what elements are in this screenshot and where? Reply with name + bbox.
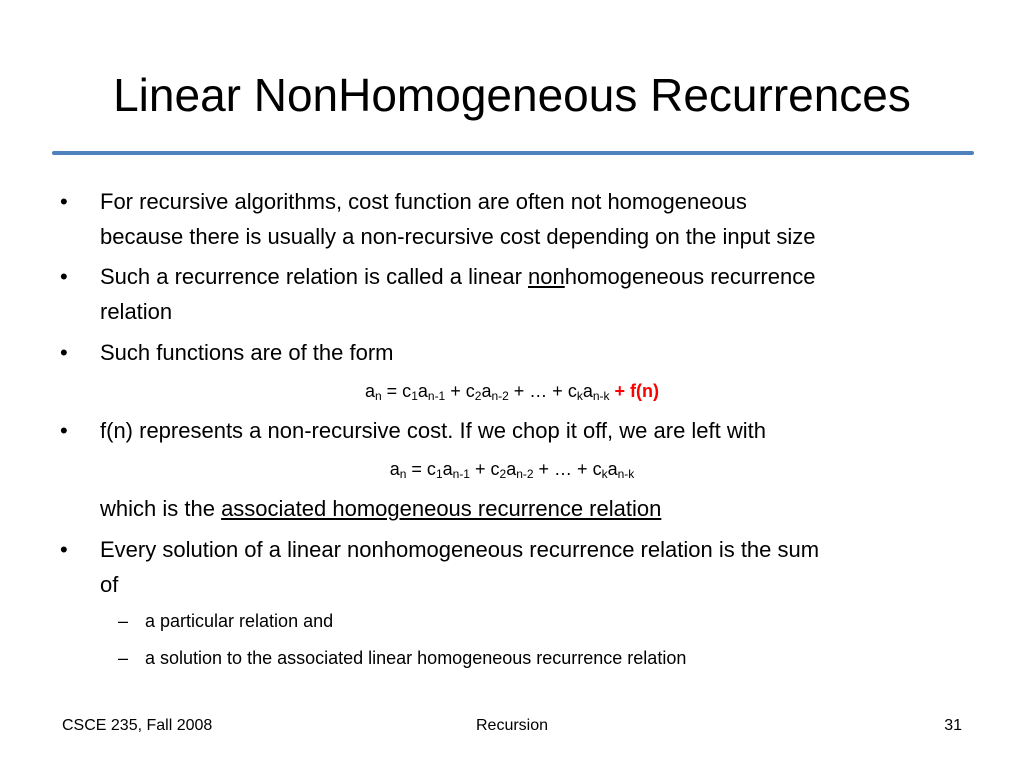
bullet-5-line-1: Every solution of a linear nonhomogeneous recurrence relation is the sum <box>100 537 820 562</box>
formula-fn-term: + f(n) <box>609 381 660 401</box>
sub-bullet-2: a solution to the associated linear homogeneous recurrence relation <box>145 648 687 668</box>
footer-course: CSCE 235, Fall 2008 <box>62 717 213 734</box>
formula-subscript: n-2 <box>516 467 534 481</box>
formula-subscript: n-1 <box>452 467 470 481</box>
footer-topic: Recursion <box>475 717 549 734</box>
sub-bullet-dash: – <box>118 648 129 668</box>
bullet-2-line-1 <box>100 259 970 294</box>
formula-term: a <box>506 459 517 479</box>
formula-term: a <box>389 459 400 479</box>
formula-term: = c <box>406 459 436 479</box>
formula-term: a <box>442 459 453 479</box>
bullet-2-text-pre: Such a recurrence relation is called a linear <box>100 264 529 289</box>
formula-subscript: n-k <box>617 467 635 481</box>
formula-subscript: 2 <box>499 467 507 481</box>
sub-bullet-1: a particular relation and <box>145 611 334 631</box>
formula-subscript: 2 <box>474 389 482 403</box>
bullet-2-line-2: relation <box>100 299 173 324</box>
bullet-2-underlined: non <box>528 264 565 289</box>
title-divider <box>52 151 974 155</box>
formula-subscript: k <box>576 389 583 403</box>
slide-title: Linear NonHomogeneous Recurrences <box>113 69 911 121</box>
bullet-1-line-1: For recursive algorithms, cost function are often not homogeneous <box>100 189 747 214</box>
bullet-1-line-2: because there is usually a non-recursive cost depending on the input size <box>100 224 816 249</box>
bullet-glyph: • <box>60 537 68 562</box>
bullet-4-text: f(n) represents a non-recursive cost. If we chop it off, we are left with <box>100 418 766 443</box>
bullet-glyph: • <box>60 189 68 214</box>
followup-text-pre: which is the <box>100 496 222 521</box>
formula-homogeneous <box>0 457 1024 481</box>
formula-nonhomogeneous <box>0 379 1024 403</box>
sub-bullet-dash: – <box>118 611 129 631</box>
footer-page-number: 31 <box>944 717 962 734</box>
formula-term: + c <box>469 459 500 479</box>
formula-term: + c <box>445 381 475 401</box>
bullet-glyph: • <box>60 340 68 365</box>
bullet-4-followup <box>100 491 970 526</box>
followup-underlined: associated homogeneous recurrence relation <box>221 496 662 521</box>
formula-subscript: 1 <box>411 389 418 403</box>
formula-term: + … + c <box>508 381 577 401</box>
formula-subscript: n-1 <box>427 389 446 403</box>
formula-term: a <box>481 381 492 401</box>
formula-term: a <box>607 459 618 479</box>
formula-term: a <box>364 381 375 401</box>
bullet-2-text-post: homogeneous recurrence <box>564 264 816 289</box>
formula-term: = c <box>381 381 412 401</box>
formula-subscript: n-2 <box>491 389 509 403</box>
bullet-5-line-2: of <box>100 572 119 597</box>
formula-term: a <box>582 381 593 401</box>
formula-subscript: 1 <box>435 467 443 481</box>
formula-term: a <box>417 381 428 401</box>
formula-subscript: n <box>399 467 407 481</box>
bullet-glyph: • <box>60 418 68 443</box>
formula-subscript: k <box>601 467 608 481</box>
formula-term: + … + c <box>533 459 602 479</box>
formula-subscript: n <box>374 389 382 403</box>
bullet-3-text: Such functions are of the form <box>100 340 394 365</box>
bullet-glyph: • <box>60 264 68 289</box>
formula-subscript: n-k <box>592 389 610 403</box>
